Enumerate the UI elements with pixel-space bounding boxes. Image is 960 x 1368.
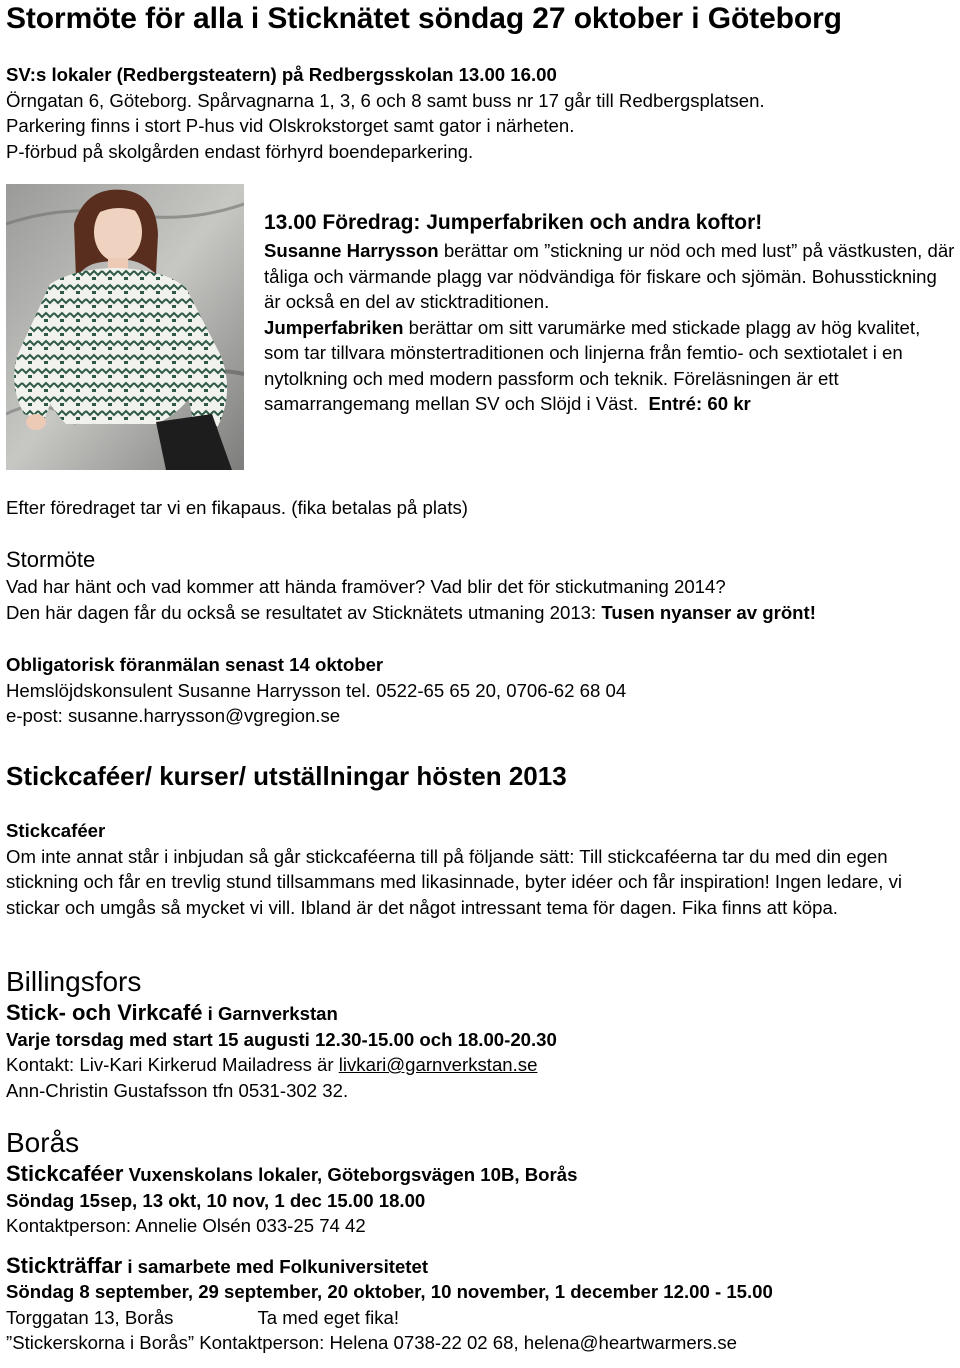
talk-paragraph-1 bbox=[264, 238, 958, 315]
billingsfors-contact bbox=[6, 1052, 960, 1078]
boras-event-1-place: Vuxenskolans lokaler, Göteborgsvägen 10B, Borås bbox=[123, 1164, 578, 1185]
stickcafeer-intro bbox=[6, 818, 960, 920]
sweater-photo bbox=[6, 184, 244, 470]
boras-heading: Borås bbox=[6, 1127, 80, 1158]
venue-line-1: SV:s lokaler (Redbergsteatern) på Redbergsskolan 13.00 16.00 bbox=[6, 64, 557, 85]
billingsfors-schedule: Varje torsdag med start 15 augusti 12.30-15.00 och 18.00-20.30 bbox=[6, 1028, 557, 1050]
boras-section bbox=[6, 1127, 960, 1356]
stickcafeer-body: Om inte annat står i inbjudan så går stickcaféerna till på följande sätt: Till stickcaféerna tar du med din egen stickning och får en trevlig stund tillsammans med likasinnade, byter idéer och får inspiration! Ingen ledare, vi stickar och umgås så mycket vi vill. Ibland är det något intressant tema för dagen. Fika finns att köpa. bbox=[6, 845, 903, 918]
stormote-line-1: Vad har hänt och vad kommer att hända framöver? Vad blir det för stickutmaning 2014? bbox=[6, 576, 726, 597]
fika-note: Efter föredraget tar vi en fikapaus. (fika betalas på plats) bbox=[6, 497, 468, 518]
registration-email: e-post: susanne.harrysson@vgregion.se bbox=[6, 705, 341, 726]
billingsfors-contact-text: Kontakt: Liv-Kari Kirkerud Mailadress är bbox=[6, 1054, 339, 1075]
registration-heading: Obligatorisk föranmälan senast 14 oktober bbox=[6, 654, 384, 675]
boras-event-2-bring: Ta med eget fika! bbox=[257, 1306, 400, 1328]
billingsfors-contact-2: Ann-Christin Gustafsson tfn 0531-302 32. bbox=[6, 1079, 349, 1101]
boras-event-2-address: Torggatan 13, Borås bbox=[6, 1306, 174, 1328]
stormote-line-2 bbox=[6, 600, 960, 626]
venue-line-4: P-förbud på skolgården endast förhyrd boendeparkering. bbox=[6, 140, 474, 162]
speaker-name: Susanne Harrysson bbox=[264, 240, 439, 261]
billingsfors-event bbox=[6, 1000, 960, 1027]
stormote-line-2-text: Den här dagen får du också se resultatet av Sticknätets utmaning 2013: bbox=[6, 601, 602, 623]
billingsfors-heading: Billingsfors bbox=[6, 966, 142, 997]
boras-event-2-address-line bbox=[6, 1305, 960, 1331]
boras-event-2-contact: ”Stickerskorna i Borås” Kontaktperson: Helena 0738-22 02 68, helena@heartwarmers.se bbox=[6, 1332, 737, 1353]
boras-event-1-dates: Söndag 15sep, 13 okt, 10 nov, 1 dec 15.00 18.00 bbox=[6, 1189, 426, 1211]
billingsfors-place: i Garnverkstan bbox=[202, 1003, 338, 1024]
stormote-section bbox=[6, 546, 960, 625]
boras-event-2-name: Stickträffar bbox=[6, 1252, 123, 1278]
talk-heading: 13.00 Föredrag: Jumperfabriken och andra koftor! bbox=[264, 211, 763, 234]
boras-event-2-place: i samarbete med Folkuniversitetet bbox=[122, 1255, 429, 1277]
brand-name: Jumperfabriken bbox=[264, 316, 404, 338]
billingsfors-section bbox=[6, 966, 960, 1103]
section-heading-stickcafeer: Stickcaféer/ kurser/ utställningar hösten 2013 bbox=[6, 761, 567, 791]
boras-event-2 bbox=[6, 1253, 960, 1280]
registration-contact: Hemslöjdskonsulent Susanne Harrysson tel. 0522-65 65 20, 0706-62 68 04 bbox=[6, 679, 627, 701]
boras-event-1-contact: Kontaktperson: Annelie Olsén 033-25 74 42 bbox=[6, 1215, 366, 1236]
registration-section bbox=[6, 652, 960, 729]
talk-section bbox=[264, 210, 958, 417]
boras-event-1 bbox=[6, 1161, 960, 1188]
talk-paragraph-2 bbox=[264, 315, 958, 366]
billingsfors-event-name: Stick- och Virkcafé bbox=[6, 1000, 203, 1025]
billingsfors-email-link[interactable]: livkari@garnverkstan.se bbox=[338, 1054, 538, 1075]
venue-info bbox=[6, 62, 960, 164]
talk-paragraph-3-text: nytolkning och med modern passform och teknik. Föreläsningen är ett samarrangemang mellan SV och Slöjd i Väst. bbox=[264, 367, 839, 414]
boras-event-2-dates: Söndag 8 september, 29 september, 20 oktober, 10 november, 1 december 12.00 - 15.00 bbox=[6, 1281, 773, 1302]
stormote-heading: Stormöte bbox=[6, 547, 96, 572]
boras-event-1-name: Stickcaféer bbox=[6, 1161, 124, 1186]
talk-paragraph-2-text: berättar om sitt varumärke med stickade plagg av hög kvalitet, som tar tillvara mönstertraditionen och linjerna från femtio- och sextiotalet i en bbox=[264, 316, 921, 363]
talk-paragraph-3 bbox=[264, 366, 958, 417]
stickcafeer-subheading: Stickcaféer bbox=[6, 820, 106, 841]
challenge-name: Tusen nyanser av grönt! bbox=[601, 601, 816, 623]
talk-paragraph-1-text: berättar om ”stickning ur nöd och med lust” på västkusten, där tåliga och värmande plagg var nödvändiga för fiskare och sjömän. Bohusstickning är också en del av sticktraditionen. bbox=[264, 240, 955, 312]
venue-line-2: Örngatan 6, Göteborg. Spårvagnarna 1, 3, 6 och 8 samt buss nr 17 går till Redbergsplatsen. bbox=[6, 89, 765, 111]
venue-line-3: Parkering finns i stort P-hus vid Olskrokstorget samt gator i närheten. bbox=[6, 115, 575, 136]
entry-fee: Entré: 60 kr bbox=[648, 393, 751, 414]
page-title: Stormöte för alla i Sticknätet söndag 27 oktober i Göteborg bbox=[6, 2, 842, 35]
